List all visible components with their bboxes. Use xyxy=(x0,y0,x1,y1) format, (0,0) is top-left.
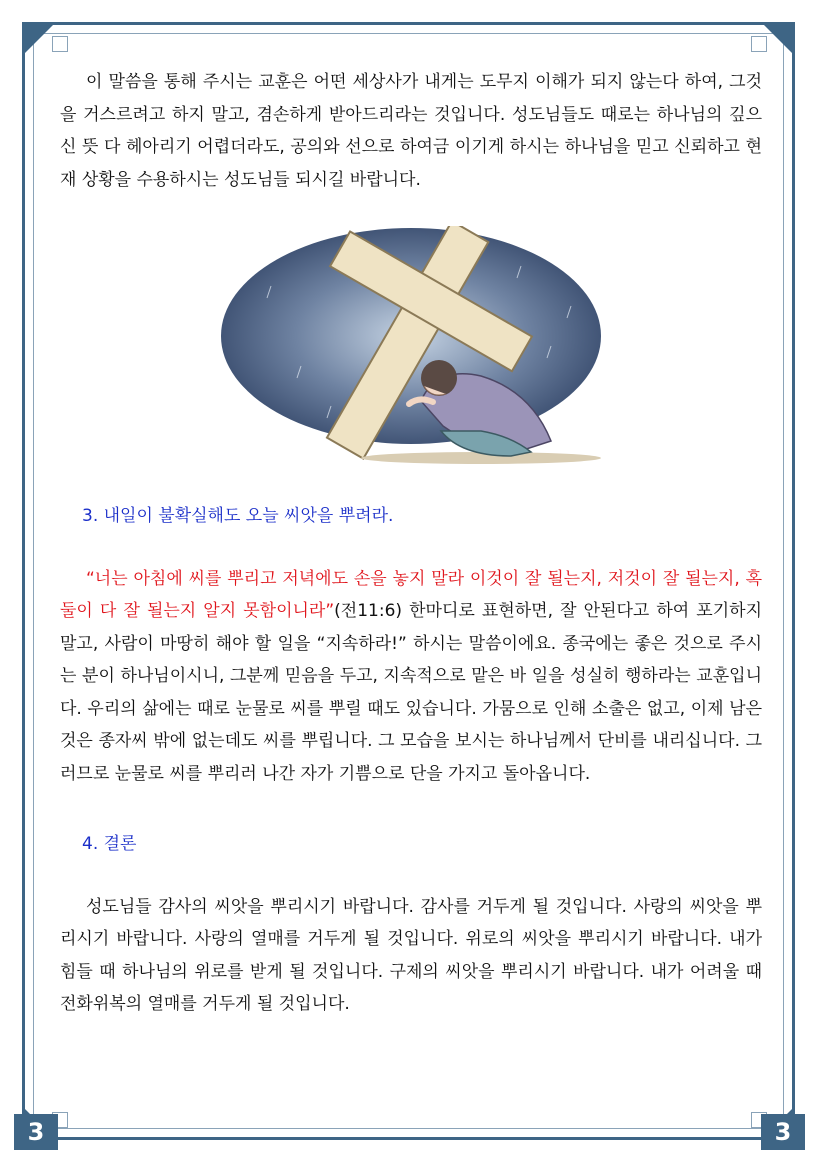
corner-square xyxy=(751,36,767,52)
document-body xyxy=(60,66,762,1021)
page-number-left: 3 xyxy=(14,1114,58,1150)
section-4-paragraph: 성도님들 감사의 씨앗을 뿌리시기 바랍니다. 감사를 거두게 될 것입니다. 사랑의 씨앗을 뿌리시기 바랍니다. 사랑의 열매를 거두게 될 것입니다. 위로의 씨앗을 뿌리시기 바랍니다. 내가 힘들 때 하나님의 위로를 받게 될 것입니다. 구제의 씨앗을 뿌리시기 바랍니다. 내가 어려울 때 전화위복의 열매를 거두게 될 것입니다. xyxy=(60,896,762,1014)
section-4-heading: 4. 결론 xyxy=(82,834,137,854)
section-3-heading: 3. 내일이 불확실해도 오늘 씨앗을 뿌려라. xyxy=(82,506,394,526)
cross-embrace-illustration xyxy=(211,226,611,466)
corner-square xyxy=(52,36,68,52)
page-number-right: 3 xyxy=(761,1114,805,1150)
section-3-paragraph xyxy=(60,563,762,791)
section-3-body: 한마디로 표현하면, 잘 안된다고 하여 포기하지 말고, 사람이 마땅히 해야 할 일을 “지속하라!” 하시는 말씀이에요. 종국에는 좋은 것으로 주시는 분이 하나님이시니, 그분께 믿음을 두고, 지속적으로 맡은 바 일을 성실히 행하라는 교훈입니다. 우리의 삶에는 때로 눈물로 씨를 뿌릴 때도 있습니다. 가뭄으로 인해 소출은 없고, 이제 남은 것은 종자씨 밖에 없는데도 씨를 뿌립니다. 그 모습을 보시는 하나님께서 단비를 내리십니다. 그러므로 눈물로 씨를 뿌리러 나간 자가 기쁨으로 단을 가지고 돌아옵니다. xyxy=(60,601,762,784)
scripture-reference: (전11:6) xyxy=(334,601,403,621)
intro-paragraph: 이 말씀을 통해 주시는 교훈은 어떤 세상사가 내게는 도무지 이해가 되지 않는다 하여, 그것을 거스르려고 하지 말고, 겸손하게 받아드리라는 것입니다. 성도님들도 때로는 하나님의 깊으신 뜻 다 헤아리기 어렵더라도, 공의와 선으로 하여금 이기게 하시는 하나님을 믿고 신뢰하고 현재 상황을 수용하시는 성도님들 되시길 바랍니다. xyxy=(60,72,762,190)
scripture-quote: “너는 아침에 씨를 뿌리고 저녁에도 손을 놓지 말라 이것이 잘 될는지, 저것이 잘 될는지, 혹 둘이 다 잘 될는지 알지 못함이니라” xyxy=(60,568,762,621)
corner-ornament xyxy=(22,22,56,56)
